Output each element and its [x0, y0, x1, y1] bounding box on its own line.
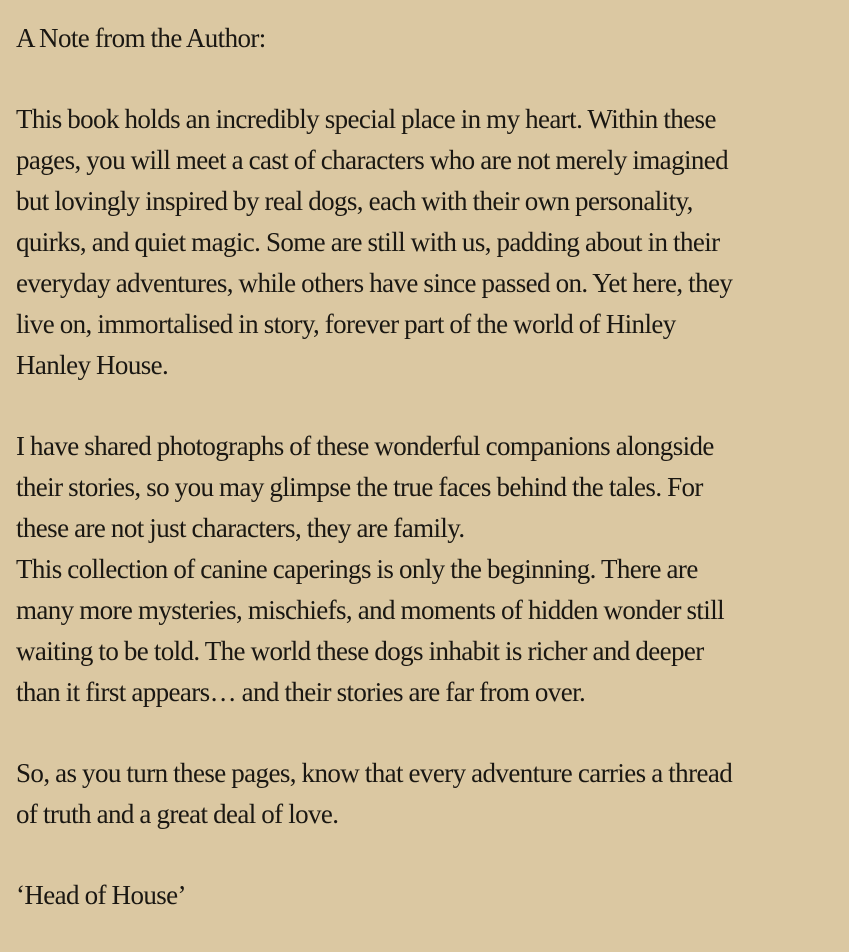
- text-line: pages, you will meet a cast of characters who are not merely imagined: [16, 145, 729, 175]
- paragraph-closing: [16, 753, 833, 835]
- text-line: quirks, and quiet magic. Some are still with us, padding about in their: [16, 227, 720, 257]
- text-line: live on, immortalised in story, forever part of the world of Hinley: [16, 309, 676, 339]
- text-line: their stories, so you may glimpse the true faces behind the tales. For: [16, 472, 703, 502]
- signature: ‘Head of House’: [16, 880, 186, 910]
- text-line: everyday adventures, while others have since passed on. Yet here, they: [16, 268, 733, 298]
- paragraph-gap: [16, 386, 833, 426]
- paragraph-photographs: [16, 426, 833, 713]
- paragraph-gap: [16, 835, 833, 875]
- text-line: but lovingly inspired by real dogs, each with their own personality,: [16, 186, 693, 216]
- note-heading: A Note from the Author:: [16, 23, 266, 53]
- text-line: Hanley House.: [16, 350, 169, 380]
- text-line: many more mysteries, mischiefs, and moments of hidden wonder still: [16, 595, 725, 625]
- paragraph-gap: [16, 59, 833, 99]
- text-line: So, as you turn these pages, know that every adventure carries a thread: [16, 758, 733, 788]
- text-line: I have shared photographs of these wonderful companions alongside: [16, 431, 714, 461]
- paragraph-gap: [16, 713, 833, 753]
- text-line: waiting to be told. The world these dogs inhabit is richer and deeper: [16, 636, 704, 666]
- text-line: This collection of canine caperings is only the beginning. There are: [16, 554, 698, 584]
- text-line: of truth and a great deal of love.: [16, 799, 339, 829]
- paragraph-intro: [16, 99, 833, 386]
- text-line: these are not just characters, they are family.: [16, 513, 465, 543]
- text-line: than it first appears… and their stories are far from over.: [16, 677, 586, 707]
- text-line: This book holds an incredibly special place in my heart. Within these: [16, 104, 716, 134]
